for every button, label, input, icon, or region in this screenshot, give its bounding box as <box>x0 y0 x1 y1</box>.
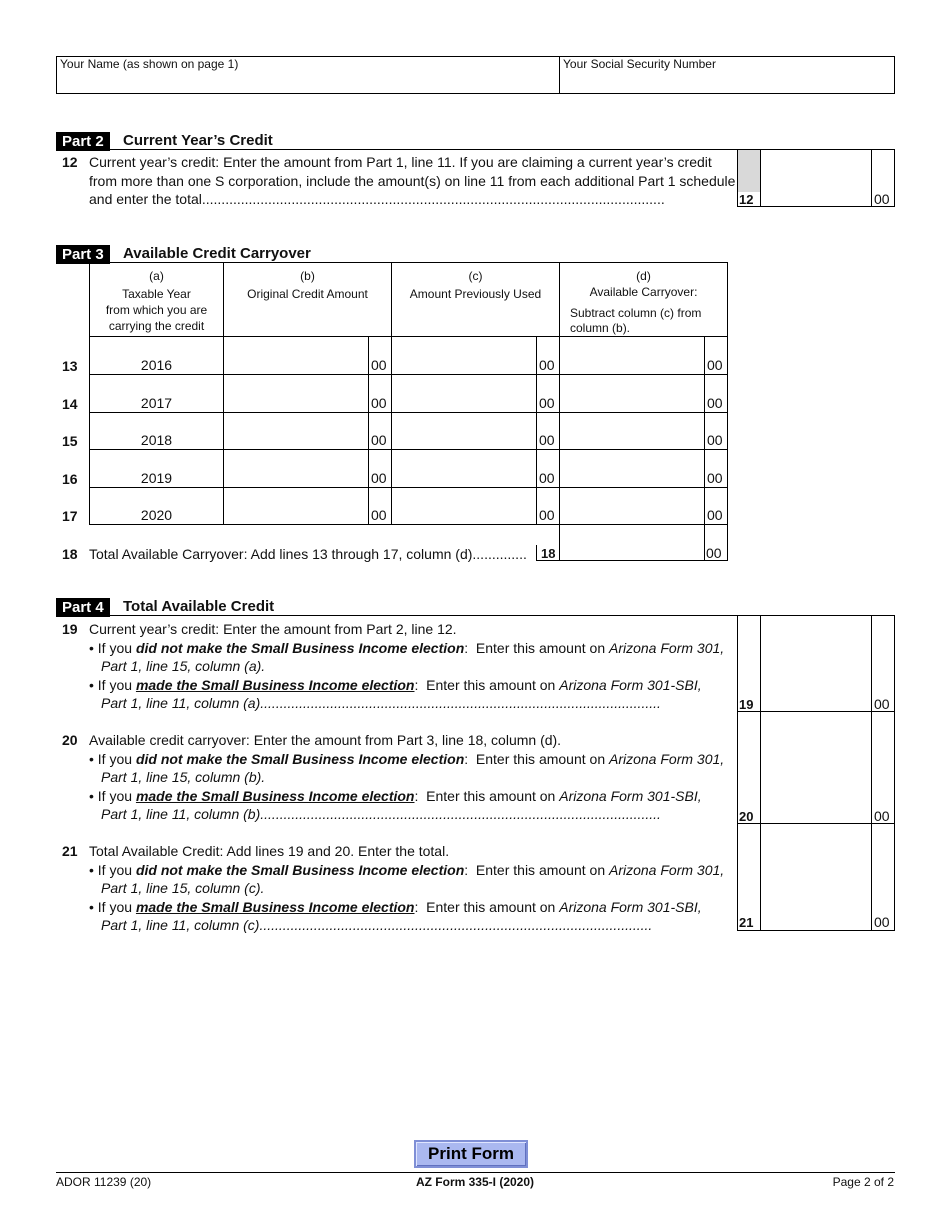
carryover-row-number: 14 <box>62 395 78 412</box>
line18-amount-field[interactable] <box>560 524 704 560</box>
part4-cents-divider <box>871 616 872 931</box>
part4-box-right <box>894 616 895 931</box>
line20-p1-text: Part 1, line 15, column (b). <box>101 769 266 785</box>
col-b-header <box>224 268 391 302</box>
line21-amount-field[interactable] <box>761 824 871 930</box>
line20-cents: 00 <box>874 808 890 824</box>
carryover-previously-used-field[interactable] <box>392 412 536 448</box>
bullet: • <box>89 787 94 804</box>
bullet: • <box>89 750 94 767</box>
line12-number: 12 <box>62 154 78 170</box>
line12-box-left <box>737 150 738 207</box>
part2-label: Part 2 <box>56 132 110 151</box>
line20-box-number: 20 <box>739 809 754 824</box>
part4-title: Total Available Credit <box>123 598 275 615</box>
line12-shade <box>737 150 760 192</box>
bullet: • <box>89 861 94 878</box>
carryover-available-field[interactable] <box>560 412 704 448</box>
line20-amount-field[interactable] <box>761 712 871 823</box>
if-you: If you <box>97 676 133 693</box>
col-c-letter: (c) <box>468 269 483 283</box>
col-d-line2: Subtract column (c) from <box>570 306 702 320</box>
footer-form-id: ADOR 11239 (20) <box>56 1175 152 1189</box>
line12-cents-divider <box>871 150 872 207</box>
form301: Arizona Form 301, <box>609 639 725 656</box>
bullet: • <box>89 639 94 656</box>
name-label: Your Name (as shown on page 1) <box>60 57 239 71</box>
form301: Arizona Form 301, <box>609 750 725 767</box>
line19-box-number: 19 <box>739 697 754 712</box>
line21-bullet1: • If you did not make the Small Business Income election: Enter this amount on Arizona Form 301, <box>89 861 725 878</box>
line12-cents: 00 <box>874 191 890 207</box>
carryover-d-cents: 00 <box>707 394 723 411</box>
col-c-line1: Amount Previously Used <box>409 287 542 301</box>
line19-shade <box>738 616 760 696</box>
col-a-header <box>90 268 223 334</box>
made-elect-text: made the Small Business Income election <box>135 787 415 804</box>
enter-on: Enter this amount on <box>475 861 606 878</box>
line12-text-3: and enter the total....................................................................................................................... <box>89 191 665 207</box>
enter-on: Enter this amount on <box>475 639 606 656</box>
carryover-previously-used-field[interactable] <box>392 337 536 373</box>
col-a-line1: Taxable Year <box>122 287 191 301</box>
line21-p1 <box>101 879 264 898</box>
carryover-b-cents: 00 <box>371 432 387 449</box>
col-a-line2: from which you are <box>105 303 208 317</box>
line20-intro: Available credit carryover: Enter the amount from Part 3, line 18, column (d). <box>89 732 562 748</box>
col-d-letter: (d) <box>636 269 651 283</box>
line19-intro: Current year’s credit: Enter the amount from Part 2, line 12. <box>89 621 457 637</box>
carryover-available-field[interactable] <box>560 487 704 523</box>
carryover-previously-used-field[interactable] <box>392 449 536 485</box>
col-b-letter: (b) <box>300 269 315 283</box>
carryover-row-number: 17 <box>62 508 78 524</box>
carryover-d-cents: 00 <box>707 507 723 523</box>
col-d-line3: column (b). <box>570 321 631 335</box>
carryover-available-field[interactable] <box>560 374 704 410</box>
bullet: • <box>89 898 94 915</box>
enter-on: Enter this amount on <box>475 750 606 767</box>
form301sbi: Arizona Form 301-SBI, <box>559 898 702 915</box>
col-d-subtext <box>570 306 720 336</box>
carryover-row-year: 2018 <box>140 432 173 449</box>
carryover-c-cents: 00 <box>539 469 555 486</box>
part3-c-cents-divider <box>536 337 537 524</box>
line19-amount-field[interactable] <box>761 616 871 711</box>
if-you: If you <box>97 861 133 878</box>
line20-p1 <box>101 768 265 787</box>
carryover-row-year: 2019 <box>140 469 173 486</box>
part2-title: Current Year’s Credit <box>123 132 273 149</box>
not-elect-text: did not make the Small Business Income election <box>135 750 465 767</box>
enter-on: Enter this amount on <box>426 898 556 915</box>
carryover-original-amount-field[interactable] <box>224 449 368 485</box>
col-c-header <box>392 268 559 302</box>
line12-text-2: from more than one S corporation, include the amount(s) on line 11 from each additional Part 1 schedule <box>89 172 736 189</box>
col-d-header <box>560 268 727 300</box>
carryover-d-cents: 00 <box>707 469 723 486</box>
line20-p2-text: Part 1, line 11, column (b)....................................................................................................... <box>101 806 661 822</box>
line18-bottom <box>536 560 727 561</box>
carryover-row-year: 2020 <box>140 507 173 523</box>
line21-cents: 00 <box>874 914 890 930</box>
col-a-letter: (a) <box>149 269 164 283</box>
line19-p1-text: Part 1, line 15, column (a). <box>101 658 266 674</box>
carryover-original-amount-field[interactable] <box>224 374 368 410</box>
part3-b-cents-divider <box>368 337 369 524</box>
carryover-c-cents: 00 <box>539 357 555 374</box>
carryover-c-cents: 00 <box>539 507 555 523</box>
not-elect-text: did not make the Small Business Income election <box>135 639 465 656</box>
line21-box-bottom <box>737 930 894 931</box>
bullet: • <box>89 676 94 693</box>
carryover-previously-used-field[interactable] <box>392 487 536 523</box>
part3-title: Available Credit Carryover <box>123 245 311 262</box>
footer-page-number: Page 2 of 2 <box>832 1175 894 1189</box>
line19-bullet2: • If you made the Small Business Income election: Enter this amount on Arizona Form 301-SBI, <box>89 676 702 693</box>
carryover-b-cents: 00 <box>371 394 387 411</box>
carryover-row-number: 15 <box>62 433 78 450</box>
line12-amount-field[interactable] <box>761 150 871 206</box>
col-a-line3: carrying the credit <box>108 319 205 333</box>
carryover-available-field[interactable] <box>560 449 704 485</box>
made-elect-text: made the Small Business Income election <box>135 676 415 693</box>
footer-form-title: AZ Form 335-I (2020) <box>415 1175 535 1189</box>
line12-box-bottom <box>737 206 894 207</box>
carryover-available-field[interactable] <box>560 337 704 373</box>
form301sbi: Arizona Form 301-SBI, <box>559 676 702 693</box>
part3-label: Part 3 <box>56 245 110 264</box>
line20-bullet1: • If you did not make the Small Business Income election: Enter this amount on Arizona Form 301, <box>89 750 725 767</box>
line12-box-right <box>894 150 895 207</box>
line21-p1-text: Part 1, line 15, column (c). <box>101 880 265 896</box>
if-you: If you <box>97 639 133 656</box>
if-you: If you <box>97 750 133 767</box>
ssn-label: Your Social Security Number <box>563 57 716 71</box>
if-you: If you <box>97 787 133 804</box>
carryover-original-amount-field[interactable] <box>224 487 368 523</box>
print-form-button[interactable]: Print Form <box>414 1140 528 1168</box>
if-you: If you <box>97 898 133 915</box>
line21-p2-text: Part 1, line 11, column (c)..................................................................................................... <box>101 917 653 933</box>
made-elect-text: made the Small Business Income election <box>135 898 415 915</box>
not-elect-text: did not make the Small Business Income election <box>135 861 465 878</box>
line19-p1 <box>101 657 265 676</box>
line19-number: 19 <box>62 621 78 637</box>
line18-number: 18 <box>62 546 78 562</box>
carryover-row-year: 2016 <box>140 357 173 374</box>
line12-box-number: 12 <box>739 192 754 207</box>
carryover-row-number: 13 <box>62 358 78 375</box>
line20-number: 20 <box>62 732 78 748</box>
line19-cents: 00 <box>874 696 890 712</box>
enter-on: Enter this amount on <box>426 676 556 693</box>
line18-text: Total Available Carryover: Add lines 13 through 17, column (d).............. <box>89 546 527 562</box>
line20-bullet2: • If you made the Small Business Income election: Enter this amount on Arizona Form 301-SBI, <box>89 787 702 804</box>
line19-p2-text: Part 1, line 11, column (a)....................................................................................................... <box>101 695 661 711</box>
line18-box-left <box>536 545 537 561</box>
line21-number: 21 <box>62 843 78 859</box>
line21-intro: Total Available Credit: Add lines 19 and 20. Enter the total. <box>89 843 450 859</box>
carryover-original-amount-field[interactable] <box>224 337 368 373</box>
carryover-original-amount-field[interactable] <box>224 412 368 448</box>
line20-p2 <box>101 805 661 824</box>
carryover-d-cents: 00 <box>707 357 723 374</box>
carryover-row-year: 2017 <box>140 394 173 411</box>
part3-col-d-right <box>727 262 728 561</box>
enter-on: Enter this amount on <box>426 787 556 804</box>
carryover-b-cents: 00 <box>371 357 387 374</box>
part4-label: Part 4 <box>56 598 110 617</box>
form301sbi: Arizona Form 301-SBI, <box>559 787 702 804</box>
carryover-previously-used-field[interactable] <box>392 374 536 410</box>
line18-cents: 00 <box>706 545 722 561</box>
carryover-d-cents: 00 <box>707 432 723 449</box>
carryover-c-cents: 00 <box>539 432 555 449</box>
line21-box-number: 21 <box>739 915 754 930</box>
col-d-line1: Available Carryover: <box>589 285 698 299</box>
carryover-c-cents: 00 <box>539 394 555 411</box>
carryover-b-cents: 00 <box>371 507 387 523</box>
line21-p2 <box>101 916 652 935</box>
line19-bullet1: • If you did not make the Small Business Income election: Enter this amount on Arizona Form 301, <box>89 639 725 656</box>
carryover-row-number: 16 <box>62 470 78 487</box>
line18-box-number: 18 <box>541 546 556 561</box>
form301: Arizona Form 301, <box>609 861 725 878</box>
line12-text-1: Current year’s credit: Enter the amount from Part 1, line 11. If you are claiming a current year’s credit <box>89 154 712 170</box>
col-b-line1: Original Credit Amount <box>247 287 368 301</box>
footer-rule <box>56 1172 895 1173</box>
carryover-b-cents: 00 <box>371 469 387 486</box>
line21-bullet2: • If you made the Small Business Income election: Enter this amount on Arizona Form 301-SBI, <box>89 898 702 915</box>
line19-p2 <box>101 694 661 713</box>
